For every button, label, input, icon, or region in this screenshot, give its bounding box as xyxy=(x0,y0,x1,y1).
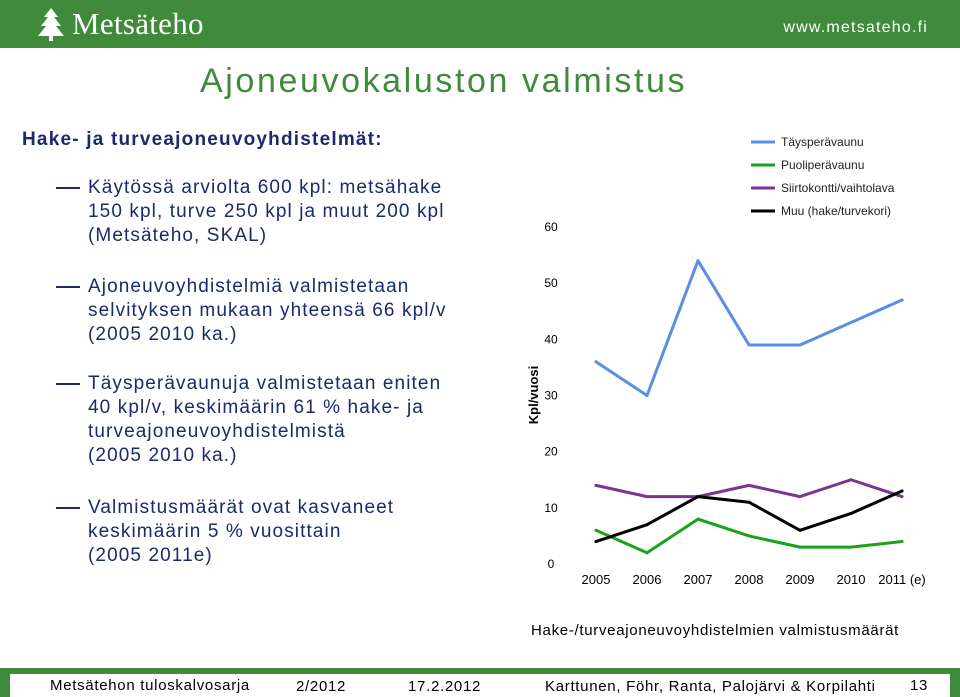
data-point xyxy=(646,495,649,498)
data-point xyxy=(646,551,649,554)
x-tick-label: 2009 xyxy=(785,572,815,587)
x-tick-label: 2008 xyxy=(734,572,764,587)
bullet-item xyxy=(56,372,511,468)
data-point xyxy=(748,343,751,346)
y-tick-label: 20 xyxy=(544,444,558,459)
legend-label: Siirtokontti/vaihtolava xyxy=(781,181,895,195)
logo[interactable] xyxy=(36,4,204,44)
legend-label: Puoliperävaunu xyxy=(781,158,865,172)
data-point xyxy=(850,512,853,515)
dash-icon xyxy=(56,507,80,509)
legend-label: Täysperävaunu xyxy=(781,135,864,149)
footer-series: Metsätehon tuloskalvosarja xyxy=(50,677,250,694)
data-point xyxy=(595,540,598,543)
footer-authors: Karttunen, Föhr, Ranta, Palojärvi & Korpilahti xyxy=(545,678,876,695)
data-point xyxy=(646,523,649,526)
y-axis-title: Kpl/vuosi xyxy=(526,365,541,425)
footer-date: 17.2.2012 xyxy=(408,678,482,695)
y-tick-label: 10 xyxy=(544,500,558,515)
production-line-chart xyxy=(510,122,950,600)
data-point xyxy=(646,394,649,397)
bullet-text: Täysperävaunuja valmistetaan eniten 40 kpl/v, keskimäärin 61 % hake- ja turveajoneuvoyhdistelmistä (2005 2010 ka.) xyxy=(88,373,442,466)
data-point xyxy=(799,529,802,532)
y-tick-label: 40 xyxy=(544,332,558,347)
footer-page-number: 13 xyxy=(910,677,929,694)
brand-name: Metsäteho xyxy=(72,6,204,41)
data-point xyxy=(697,518,700,521)
data-point xyxy=(850,546,853,549)
legend-label: Muu (hake/turvekori) xyxy=(781,204,892,218)
tree-logo-icon xyxy=(36,7,66,41)
y-tick-label: 60 xyxy=(544,220,558,234)
x-tick-label: 2005 xyxy=(581,572,611,587)
dash-icon xyxy=(56,286,80,288)
series-line xyxy=(596,261,902,396)
y-tick-label: 50 xyxy=(544,276,558,291)
data-point xyxy=(901,495,904,498)
data-point xyxy=(748,501,751,504)
bullet-item xyxy=(56,496,511,568)
data-point xyxy=(901,540,904,543)
bullet-item xyxy=(56,275,511,347)
x-tick-label: 2010 xyxy=(836,572,866,587)
header-bar xyxy=(0,0,960,48)
x-tick-label: 2007 xyxy=(683,572,713,587)
slide-title: Ajoneuvokaluston valmistus xyxy=(200,62,688,100)
bullet-text: Valmistusmäärät ovat kasvaneet keskimäärin 5 % vuosittain (2005 2011e) xyxy=(88,497,395,566)
dash-icon xyxy=(56,187,80,189)
data-point xyxy=(595,484,598,487)
y-tick-label: 0 xyxy=(547,557,555,571)
y-tick-label: 30 xyxy=(544,388,558,403)
website-url[interactable]: www.metsateho.fi xyxy=(783,19,928,36)
data-point xyxy=(799,495,802,498)
data-point xyxy=(595,529,598,532)
footer-issue: 2/2012 xyxy=(296,678,347,695)
section-subheading: Hake- ja turveajoneuvoyhdistelmät: xyxy=(22,129,383,150)
data-point xyxy=(595,360,598,363)
x-tick-label: 2006 xyxy=(632,572,662,587)
data-point xyxy=(850,321,853,324)
bullet-item xyxy=(56,176,511,248)
series-line xyxy=(596,480,902,497)
data-point xyxy=(697,495,700,498)
data-point xyxy=(748,534,751,537)
data-point xyxy=(748,484,751,487)
bullet-text: Ajoneuvoyhdistelmiä valmistetaan selvityksen mukaan yhteensä 66 kpl/v (2005 2010 ka.) xyxy=(88,276,447,345)
dash-icon xyxy=(56,383,80,385)
data-point xyxy=(901,299,904,302)
series-line xyxy=(596,491,902,542)
data-point xyxy=(850,478,853,481)
data-point xyxy=(799,343,802,346)
data-point xyxy=(901,489,904,492)
chart-caption: Hake-/turveajoneuvoyhdistelmien valmistusmäärät xyxy=(531,622,900,639)
x-tick-label: 2011 (e) xyxy=(878,572,926,587)
bullet-text: Käytössä arviolta 600 kpl: metsähake 150 kpl, turve 250 kpl ja muut 200 kpl (Metsäteho, SKAL) xyxy=(88,177,445,246)
data-point xyxy=(799,546,802,549)
data-point xyxy=(697,259,700,262)
